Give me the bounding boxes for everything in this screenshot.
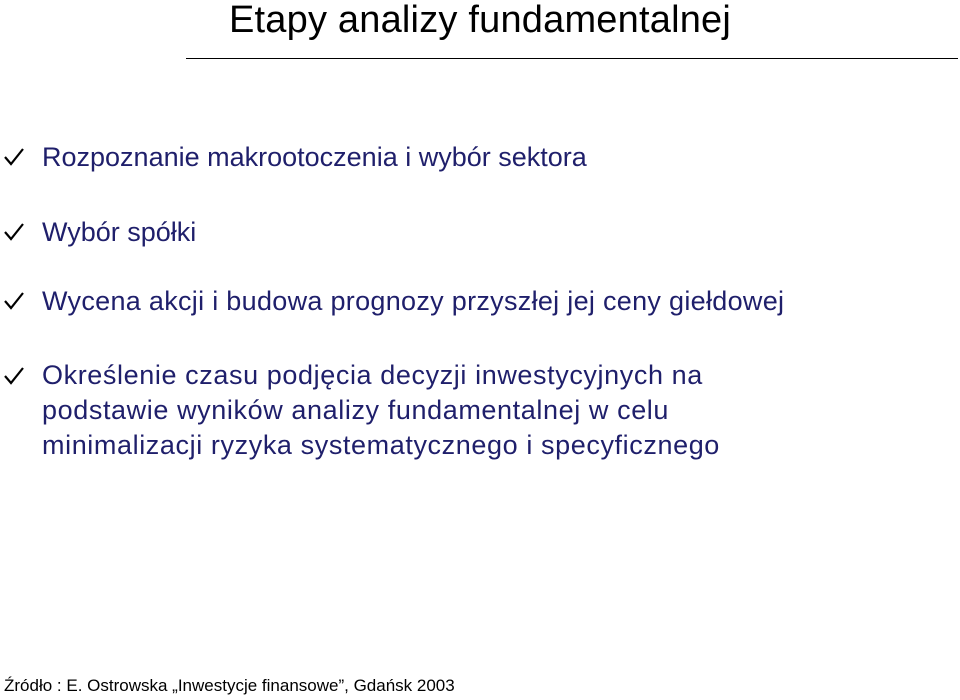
slide-title: Etapy analizy fundamentalnej — [228, 0, 732, 41]
bullet-text: Rozpoznanie makrootoczenia i wybór sektora — [42, 142, 587, 172]
bullet-text: Wybór spółki — [42, 217, 197, 247]
bullet-text-line: minimalizacji ryzyka systematycznego i specyficznego — [42, 430, 720, 460]
checkmark-icon — [3, 147, 25, 167]
bullet-text: Wycena akcji i budowa prognozy przyszłej jej ceny giełdowej — [42, 286, 785, 316]
bullet-text-line: Określenie czasu podjęcia decyzji inwestycyjnych na — [42, 360, 703, 390]
source-citation: Źródło : E. Ostrowska „Inwestycje finansowe”, Gdańsk 2003 — [4, 676, 455, 695]
title-divider — [186, 58, 958, 59]
bullet-text-line: podstawie wyników analizy fundamentalnej w celu — [42, 395, 670, 425]
checkmark-icon — [3, 366, 25, 386]
checkmark-icon — [3, 222, 25, 242]
checkmark-icon — [3, 291, 25, 311]
bullet-text-multiline — [42, 358, 720, 463]
